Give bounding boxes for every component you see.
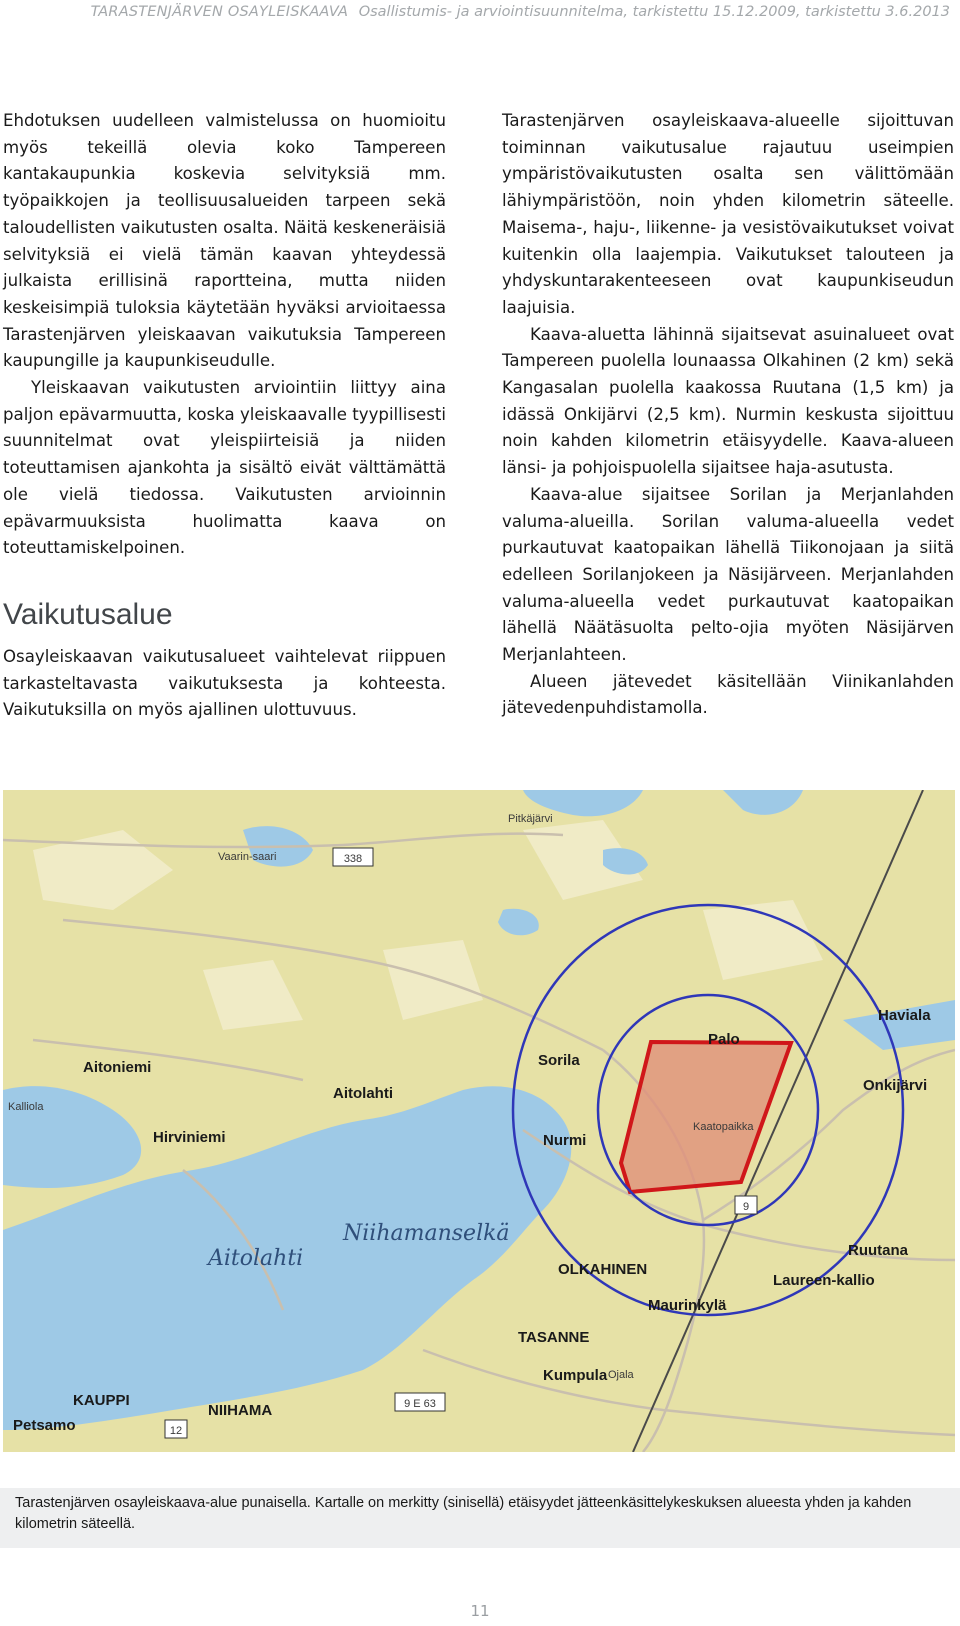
right-paragraph-2: Kaava-aluetta lähinnä sijaitsevat asuinalueet ovat Tampereen puolella lounaassa Olkahinen (2 km) sekä Kangasalan puolella kaakossa Ruutana (1,5 km) ja idässä Onkijärvi (2,5 km). Nurmin keskusta sijoittuu noin kahden kilometrin etäisyydelle. Kaava-alueen länsi- ja pohjoispuolella sijaitsee haja-asutusta. <box>502 324 954 478</box>
road-shield-338 <box>333 848 373 866</box>
road-label-e63: 9 E 63 <box>404 1398 436 1410</box>
map-label-ruutana: Ruutana <box>848 1242 908 1259</box>
map-label-onkijarvi: Onkijärvi <box>863 1077 928 1094</box>
road-label-338: 338 <box>343 853 363 865</box>
left-paragraph-3: Osayleiskaavan vaikutusalueet vaihtelevat riippuen tarkasteltavasta vaikutuksesta ja kohteesta. Vaikutuksilla on myös ajallinen ulottuvuus. <box>3 646 446 720</box>
road-shield-e63 <box>395 1393 445 1411</box>
road-shield-12 <box>165 1420 187 1438</box>
map-label-kauppi: KAUPPI <box>73 1392 130 1409</box>
map-label-niihama: NIIHAMA <box>208 1402 273 1419</box>
map-label-vaarinsaari: Vaarin-saari <box>218 851 277 863</box>
header-title: TARASTENJÄRVEN OSAYLEISKAAVA <box>90 4 349 20</box>
left-paragraph-1: Ehdotuksen uudelleen valmistelussa on huomioitu myös tekeillä olevia koko Tampereen kantakaupunkia koskevia selvityksiä mm. työpaikkojen ja teollisuusalueiden tarpeen sekä taloudellisten vaikutusten osalta. Näitä keskeneräisiä selvityksiä ei vielä tämän kaavan yhteydessä julkaista erillisinä raportteina, mutta niiden keskeisimpiä tuloksia käytetään hyväksi arvioitaessa Tarastenjärven yleiskaavan vaikutuksia Tampereen kaupungille ja kaupunkiseudulle. <box>3 111 446 371</box>
map-label-kalliola: Kalliola <box>8 1101 44 1113</box>
page-number: 11 <box>470 1602 490 1620</box>
map-label-kaatopaikka: Kaatopaikka <box>693 1121 754 1133</box>
map-image <box>3 790 955 1452</box>
map-label-ojala: Ojala <box>608 1369 634 1381</box>
map-label-pitkajarvi: Pitkäjärvi <box>508 813 553 825</box>
map-label-palo: Palo <box>708 1031 740 1048</box>
map-label-maurinkyla: Maurinkylä <box>648 1297 727 1314</box>
left-paragraph-2: Yleiskaavan vaikutusten arviointiin liittyy aina paljon epävarmuutta, koska yleiskaavalle tyypillisesti suunnitelmat ovat yleispiirteisiä ja niiden toteuttamisen ajankohta ja sisältö eivät välttämättä ole vielä tiedossa. Vaikutusten arvioinnin epävarmuuksista huolimatta kaava on toteuttamiskelpoinen. <box>3 378 446 558</box>
right-column <box>502 108 954 722</box>
road-shield-9 <box>735 1196 757 1214</box>
map-label-laureenkallio: Laureen-kallio <box>773 1272 875 1289</box>
section-heading-vaikutusalue: Vaikutusalue <box>3 597 173 631</box>
map-label-olkahinen: OLKAHINEN <box>558 1261 648 1278</box>
map-label-aitoniemi: Aitoniemi <box>83 1059 152 1076</box>
map-label-aitolahti-small: Aitolahti <box>333 1085 393 1102</box>
right-paragraph-3: Kaava-alue sijaitsee Sorilan ja Merjanlahden valuma-alueilla. Sorilan valuma-alueella vedet purkautuvat kaatopaikan lähellä Tiikonojaan ja siitä edelleen Sorilanjokeen ja Näsijärveen. Merjanlahden valuma-alueella vedet purkautuvat kaatopaikan lähellä Näätäsuolta pelto-ojia myöten Näsijärven Merjanlahteen. <box>502 484 954 665</box>
map-label-petsamo: Petsamo <box>13 1417 76 1434</box>
map-label-kumpula: Kumpula <box>543 1367 608 1384</box>
map-label-haviala: Haviala <box>878 1007 931 1024</box>
road-label-9: 9 <box>742 1201 750 1213</box>
map-label-niihamanselka: Niihamanselkä <box>343 1221 510 1246</box>
road-label-12: 12 <box>169 1425 183 1437</box>
right-paragraph-1: Tarastenjärven osayleiskaava-alueelle sijoittuvan toiminnan vaikutusalue rajautuu useimpien ympäristövaikutusten osalta sen välittömään lähiympäristöön, noin yhden kilometrin säteelle. Maisema-, haju-, liikenne- ja vesistövaikutukset voivat kuitenkin olla laajempia. Vaikutukset talouteen ja yhdyskuntarakenteeseen ovat kaupunkiseudun laajuisia. <box>502 111 954 317</box>
map-label-hirviniemi: Hirviniemi <box>153 1129 226 1146</box>
header-subtitle: Osallistumis- ja arviointisuunnitelma, tarkistettu 15.12.2009, tarkistettu 3.6.2013 <box>358 4 950 20</box>
left-column <box>3 108 446 724</box>
map-label-sorila: Sorila <box>538 1052 580 1069</box>
map-label-tasanne: TASANNE <box>518 1329 590 1346</box>
map-label-nurmi: Nurmi <box>543 1132 587 1149</box>
map-caption: Tarastenjärven osayleiskaava-alue punaisella. Kartalle on merkitty (sinisellä) etäisyydet jätteenkäsittelykeskuksen alueesta yhden ja kahden kilometrin säteellä. <box>15 1495 912 1532</box>
map-label-aitolahti-big: Aitolahti <box>208 1246 304 1271</box>
right-paragraph-4: Alueen jätevedet käsitellään Viinikanlahden jätevedenpuhdistamolla. <box>502 671 954 718</box>
page-header <box>91 4 950 20</box>
